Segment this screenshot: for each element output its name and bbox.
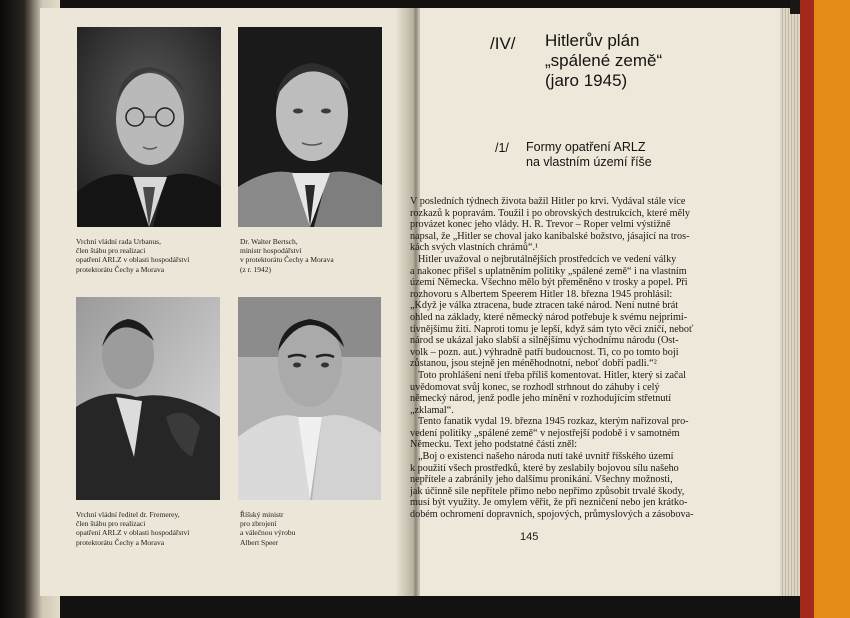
caption-line: Říšský ministr (240, 510, 284, 519)
caption-urbanus (76, 237, 189, 274)
photo-urbanus (77, 27, 221, 227)
body-line: kách svých vlastních chrámů“.¹ (410, 242, 539, 254)
caption-line: ministr hospodářství (240, 246, 302, 256)
body-line: Hitler uvažoval o nejbrutálnějších prostředcích ve vedení války (418, 253, 677, 265)
caption-speer (240, 510, 295, 547)
caption-line: Vrchní vládní ředitel dr. Fremerey, (76, 510, 180, 519)
caption-line: Dr. Walter Bertsch, (240, 237, 298, 246)
body-line: ohled na základy, které německý národ potřebuje k svému nejprimi- (410, 311, 688, 323)
body-line: uvědomovat svůj konec, se rozhodl strhnout do záhuby i celý (410, 381, 660, 393)
book-page-edges-right (780, 8, 800, 596)
body-line: „zklamal“. (410, 404, 454, 416)
body-line: rozhovoru s Albertem Speerem Hitler 18. března 1945 prohlásil: (410, 288, 673, 300)
body-line: provázet konec jeho vlády. H. R. Trevor – Roper velmi výstižně (410, 219, 671, 231)
body-line: k použití všech prostředků, které by zeslabily bojovou sílu našeho (410, 462, 679, 474)
body-line: V posledních týdnech života bažil Hitler po krvi. Vydával stále více (410, 196, 686, 207)
section-number: /1/ (495, 141, 509, 155)
body-line: Německu. Text jeho podstatné části zněl: (410, 439, 578, 451)
caption-line: (z r. 1942) (240, 264, 272, 274)
body-line: „Boj o existenci našeho národa nutí také uvnitř říšského území (418, 451, 674, 463)
page-number: 145 (520, 531, 539, 543)
chapter-title (545, 31, 662, 91)
caption-line: opatření ARLZ v oblasti hospodářství (76, 255, 190, 265)
photo-speer (238, 297, 381, 500)
body-line: volk – pozn. aut.) výhradně patří budoucnost. Ti, co po tomto boji (410, 346, 679, 358)
photo-bertsch (238, 27, 382, 227)
caption-line: protektorátu Čechy a Morava (76, 537, 165, 547)
chapter-title-line: Hitlerův plán (545, 31, 640, 50)
caption-line: Vrchní vládní rada Urbanus, (76, 237, 161, 246)
body-line: Toto prohlášení není třeba příliš komentovat. Hitler, který si začal (418, 369, 686, 381)
chapter-title-line: (jaro 1945) (545, 71, 628, 90)
body-line: napsal, že „Hitler se choval jako kanibalské božstvo, jásající na tros- (410, 230, 690, 242)
caption-line: protektorátu Čechy a Morava (76, 264, 165, 274)
caption-line: člen štábu pro realizaci (76, 519, 146, 529)
body-line: vedení politiky „spálené země“ v nejostřejší podobě i v samotném (410, 427, 680, 439)
book-cover-spine-red (800, 0, 814, 618)
caption-line: opatření ARLZ v oblasti hospodářství (76, 528, 190, 538)
body-line: německý národ, jenž podle jeho mínění v rozhodujícím střetnutí (410, 393, 672, 405)
body-line: rozkazů k popravám. Toužil i po obrovských destrukcích, které měly (410, 207, 691, 219)
photo-fremerey (76, 297, 220, 500)
caption-fremerey (76, 510, 189, 547)
caption-bertsch (240, 237, 334, 274)
caption-line: člen štábu pro realizaci (76, 246, 146, 256)
body-line: „Když je válka ztracena, bude ztracen také národ. Není nutné brát (410, 300, 679, 312)
caption-line: pro zbrojení (240, 519, 277, 529)
caption-line: Albert Speer (240, 537, 279, 547)
body-line: zůstanou, jsou stejně jen méněhodnotní, neboť dobří padli.“² (410, 358, 657, 370)
body-line: a nakonec přišel s uplatněním politiky „spálené země“ i na vlastním (410, 265, 687, 277)
body-line: dobém ochromení dopravních, spojových, průmyslových a zásobova- (410, 509, 694, 521)
body-line: tivnějšímu žití. Naproti tomu je lepší, když sám tyto věci zničí, neboť (410, 323, 694, 335)
body-line: Tento fanatik vydal 19. března 1945 rozkaz, kterým nařizoval pro- (418, 416, 689, 428)
caption-line: v protektorátu Čechy a Morava (240, 255, 334, 265)
section-title-line: Formy opatření ARLZ (526, 140, 646, 154)
body-line: národ se ukázal jako slabší a silnějšímu východnímu národu (Ost- (410, 335, 679, 347)
chapter-title-line: „spálené země“ (545, 51, 663, 70)
chapter-number: /IV/ (490, 34, 516, 53)
book-cover-orange (814, 0, 850, 618)
body-line: nepřítele a zabránily jeho dalšímu pronikání. Všechny možnosti, (410, 474, 673, 486)
body-text (410, 196, 732, 521)
body-line: musí být využity. Je omylem věřit, že při nezničení nebo jen krátko- (410, 497, 688, 509)
body-line: jak účinně sile nepřítele přímo nebo nepřímo způsobit trvalé škody, (410, 485, 685, 497)
section-title-line: na vlastním území říše (526, 155, 652, 169)
section-title (526, 140, 652, 170)
caption-line: a válečnou výrobu (240, 528, 296, 538)
body-line: území Německa. Všechno mělo být přeměněno v trosky a popel. Při (410, 277, 688, 289)
